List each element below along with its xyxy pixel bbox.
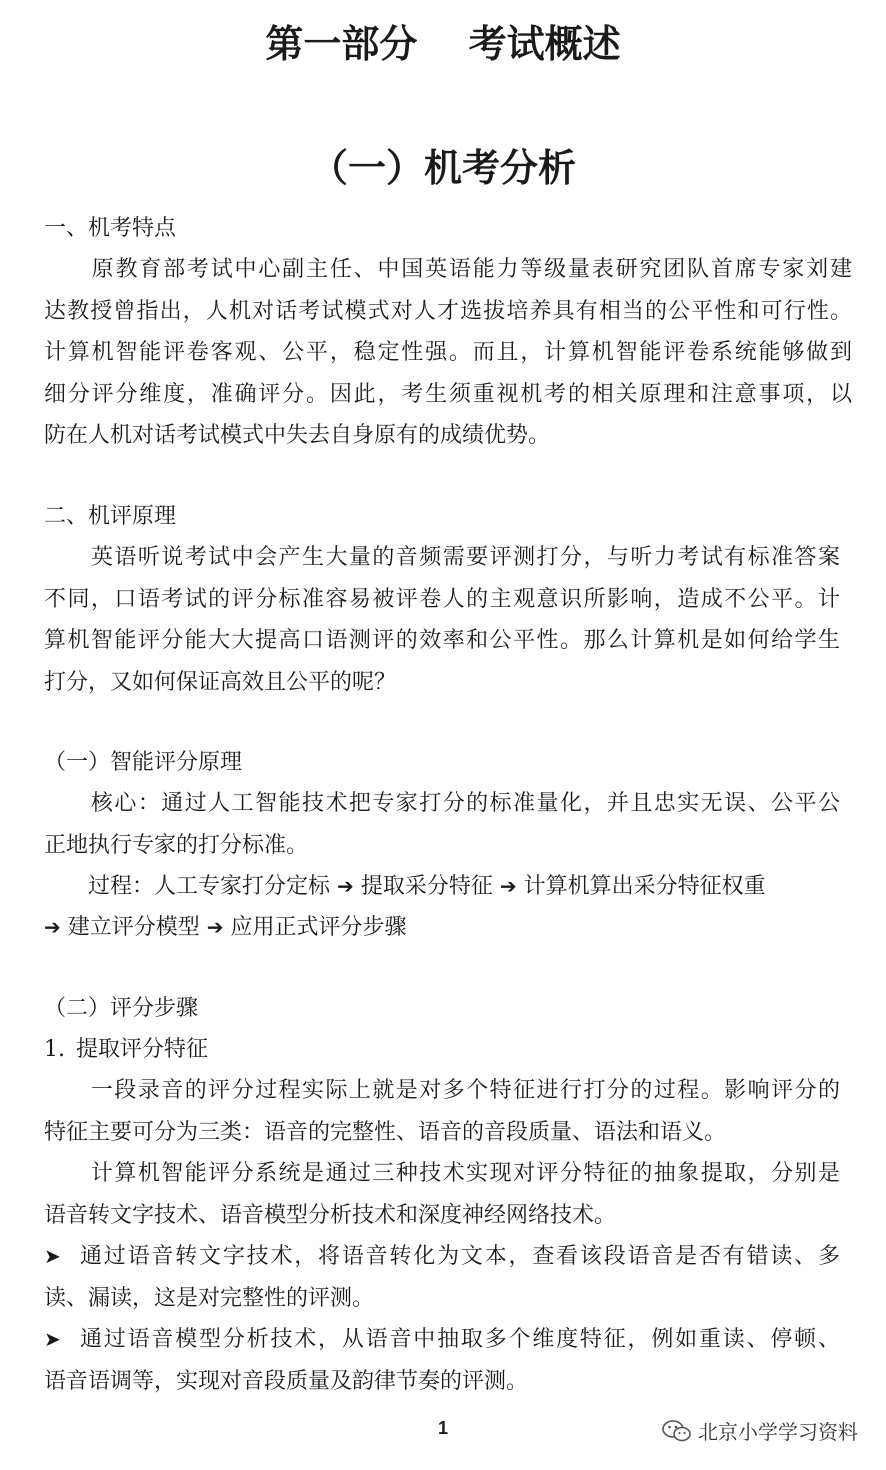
text-line: 防在人机对话考试模式中失去自身原有的成绩优势。 bbox=[44, 423, 551, 448]
text-line: 核心：通过人工智能技术把专家打分的标准量化，并且忠实无误、公平公 bbox=[44, 791, 840, 816]
bullet-arrow-icon: ➤ bbox=[44, 1244, 61, 1268]
sec1-paragraph bbox=[44, 249, 852, 457]
process-step: 提取采分特征 bbox=[360, 874, 493, 899]
text-line: 细分评分维度，准确评分。因此，考生须重视机考的相关原理和注意事项，以 bbox=[44, 381, 852, 407]
sec3-heading: （一）智能评分原理 bbox=[44, 750, 243, 775]
sec2-heading: 二、机评原理 bbox=[44, 504, 177, 529]
text-line: 通过语音转文字技术，将语音转化为文本，查看该段语音是否有错读、多 bbox=[80, 1244, 840, 1269]
text-line: 语音语调等，实现对音段质量及韵律节奏的评测。 bbox=[44, 1368, 529, 1394]
text-line: 不同，口语考试的评分标准容易被评卷人的主观意识所影响，造成不公平。计 bbox=[44, 586, 840, 612]
arrow-right-icon: ➔ bbox=[206, 915, 224, 939]
text-line: 语音转文字技术、语音模型分析技术和深度神经网络技术。 bbox=[44, 1202, 617, 1228]
text-line: 一段录音的评分过程实际上就是对多个特征进行打分的过程。影响评分的 bbox=[44, 1078, 840, 1103]
text-line: 原教育部考试中心副主任、中国英语能力等级量表研究团队首席专家刘建 bbox=[44, 257, 852, 282]
text-line: 英语听说考试中会产生大量的音频需要评测打分，与听力考试有标准答案 bbox=[44, 545, 840, 570]
text-line: 算机智能评分能大大提高口语测评的效率和公平性。那么计算机是如何给学生 bbox=[44, 628, 840, 653]
text-line: 特征主要可分为三类：语音的完整性、语音的音段质量、语法和语义。 bbox=[44, 1119, 727, 1145]
sec2-paragraph bbox=[44, 537, 840, 703]
watermark bbox=[662, 1416, 858, 1445]
text-line: 打分，又如何保证高效且公平的呢？ bbox=[44, 669, 397, 695]
sec4-heading: （二）评分步骤 bbox=[44, 996, 199, 1021]
wechat-icon bbox=[662, 1419, 692, 1443]
text-line: 通过语音模型分析技术，从语音中抽取多个维度特征，例如重读、停顿、 bbox=[80, 1327, 840, 1352]
section-title: （一）机考分析 bbox=[309, 146, 576, 190]
sec4-paragraph1 bbox=[44, 1070, 840, 1153]
process-label: 过程： bbox=[88, 874, 155, 899]
process-step: 计算机算出采分特征权重 bbox=[523, 874, 766, 899]
page-number: 1 bbox=[437, 1418, 448, 1438]
text-line: 计算机智能评分系统是通过三种技术实现对评分特征的抽象提取，分别是 bbox=[44, 1161, 840, 1186]
process-step: 应用正式评分步骤 bbox=[230, 915, 407, 940]
process-step: 人工专家打分定标 bbox=[154, 874, 331, 899]
text-line: 正地执行专家的打分标准。 bbox=[44, 832, 309, 858]
sec3-process-line1 bbox=[44, 866, 840, 908]
text-line: 读、漏读，这是对完整性的评测。 bbox=[44, 1285, 375, 1311]
sec1-heading: 一、机考特点 bbox=[44, 216, 177, 241]
bullet-item bbox=[44, 1236, 840, 1319]
watermark-text: 北京小学学习资料 bbox=[698, 1420, 858, 1444]
sec3-core-paragraph bbox=[44, 783, 840, 866]
sec3-process-line2 bbox=[44, 907, 407, 949]
text-line: 计算机智能评卷客观、公平，稳定性强。而且，计算机智能评卷系统能够做到 bbox=[44, 340, 852, 365]
arrow-right-icon: ➔ bbox=[337, 874, 354, 898]
sec4-paragraph2 bbox=[44, 1153, 840, 1236]
process-step: 建立评分模型 bbox=[67, 915, 200, 940]
text-line: 达教授曾指出，人机对话考试模式对人才选拔培养具有相当的公平性和可行性。 bbox=[44, 298, 852, 324]
arrow-right-icon: ➔ bbox=[499, 874, 517, 898]
sec4-item1: 1. 提取评分特征 bbox=[44, 1037, 208, 1062]
arrow-right-icon: ➔ bbox=[44, 915, 61, 939]
bullet-item bbox=[44, 1319, 840, 1402]
bullet-arrow-icon: ➤ bbox=[44, 1327, 61, 1351]
page-title: 第一部分 考试概述 bbox=[265, 22, 621, 66]
